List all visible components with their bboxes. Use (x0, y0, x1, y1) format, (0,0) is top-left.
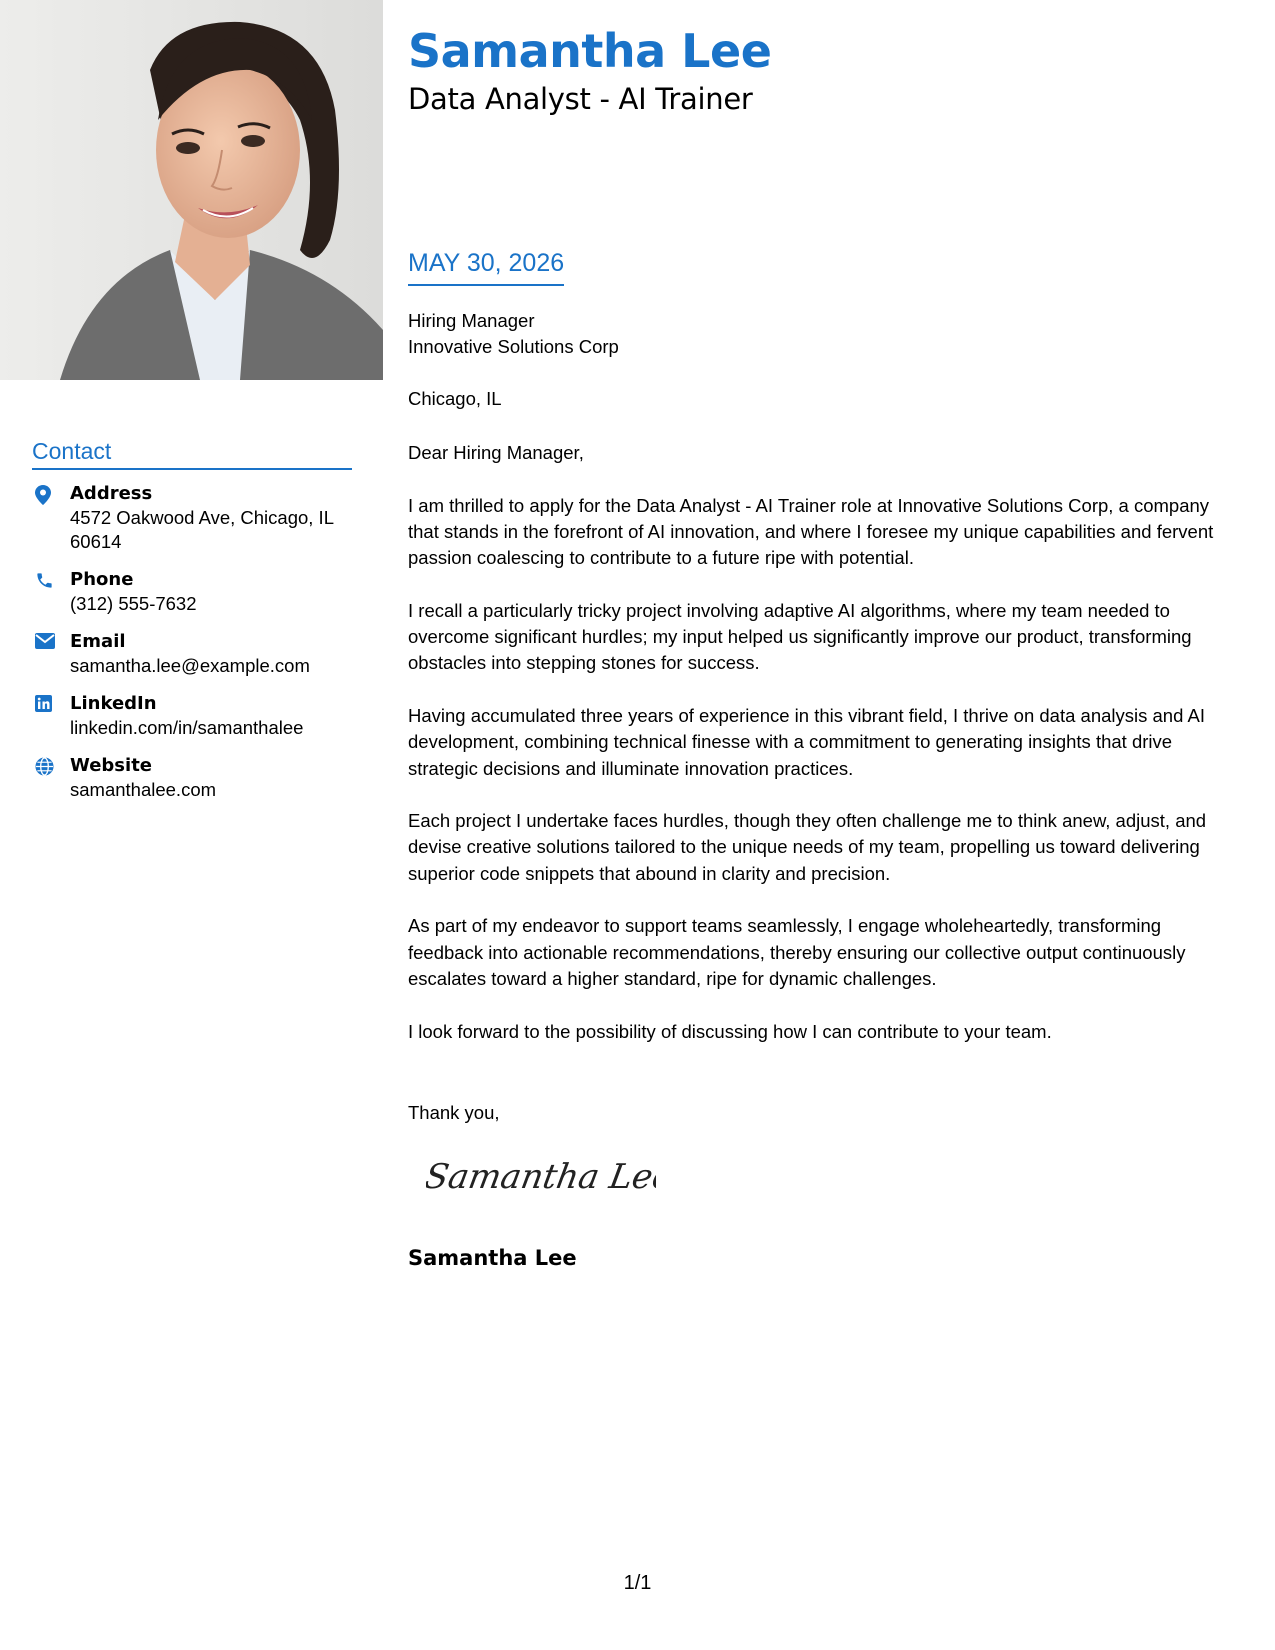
page-number: 1/1 (623, 1572, 652, 1594)
body-paragraph: As part of my endeavor to support teams seamlessly, I engage wholeheartedly, transforming feedback into actionable recommendations, thereby ensuring our collective output continuously escalates toward a higher standard, ripe for dynamic challenges. (408, 915, 1186, 989)
contact-label: Email (70, 631, 126, 652)
envelope-icon (32, 630, 70, 649)
job-title: Data Analyst - AI Trainer (408, 82, 753, 116)
contact-label: LinkedIn (70, 693, 157, 714)
letter-date-wrap (408, 249, 564, 286)
address-value: 4572 Oakwood Ave, Chicago, IL 60614 (70, 507, 334, 552)
handwritten-signature (426, 1150, 656, 1211)
portrait-image (0, 0, 383, 380)
contact-label: Phone (70, 569, 134, 590)
recipient-title: Hiring Manager (408, 310, 535, 331)
closing: Thank you, (408, 1102, 500, 1123)
email-value[interactable]: samantha.lee@example.com (70, 655, 310, 676)
letter-body (408, 440, 1238, 1071)
applicant-name: Samantha Lee (408, 24, 772, 78)
contact-linkedin (32, 692, 352, 740)
contact-address (32, 482, 352, 554)
contact-sidebar (32, 438, 352, 816)
signature-script: Samantha Lee (426, 1157, 656, 1197)
contact-phone (32, 568, 352, 616)
location-pin-icon (32, 482, 70, 505)
contact-website (32, 754, 352, 802)
body-paragraph: I recall a particularly tricky project involving adaptive AI algorithms, where my team needed to overcome significant hurdles; my input helped us significantly improve our product, transforming obstacles into stepping stones for success. (408, 599, 1192, 674)
linkedin-icon (32, 692, 70, 712)
recipient-company: Innovative Solutions Corp (408, 336, 619, 357)
body-paragraph: I look forward to the possibility of discussing how I can contribute to your team. (408, 1020, 1052, 1042)
contact-label: Website (70, 755, 153, 776)
contact-heading: Contact (32, 438, 352, 470)
signer-name: Samantha Lee (408, 1246, 577, 1270)
profile-photo (0, 0, 383, 380)
linkedin-value[interactable]: linkedin.com/in/samanthalee (70, 717, 304, 738)
globe-icon (32, 754, 70, 776)
recipient-location: Chicago, IL (408, 388, 502, 409)
phone-icon (32, 568, 70, 590)
recipient-block (408, 308, 619, 360)
letter-date: MAY 30, 2026 (408, 249, 564, 286)
body-paragraph: Having accumulated three years of experience in this vibrant field, I thrive on data analysis and AI development, combining technical finesse with a commitment to generating insights that drive strategic decisions and illuminate innovation practices. (408, 704, 1205, 779)
phone-value: (312) 555-7632 (70, 593, 197, 614)
body-paragraph: Each project I undertake faces hurdles, though they often challenge me to think anew, adjust, and devise creative solutions tailored to the unique needs of my team, propelling us toward delivering superior code snippets that abound in clarity and precision. (408, 810, 1207, 884)
body-paragraph: I am thrilled to apply for the Data Analyst - AI Trainer role at Innovative Solutions Corp, a company that stands in the forefront of AI innovation, and where I foresee my unique capabilities and fervent passion coalescing to contribute to a future ripe with potential. (408, 494, 1214, 569)
contact-label: Address (70, 483, 153, 504)
salutation: Dear Hiring Manager, (408, 442, 584, 463)
website-value[interactable]: samanthalee.com (70, 779, 217, 800)
contact-email (32, 630, 352, 678)
